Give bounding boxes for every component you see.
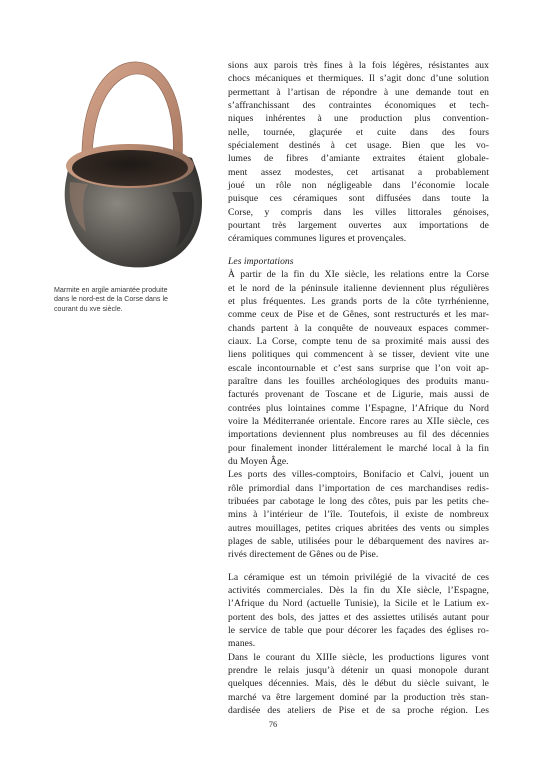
- text-line: l’Afrique du Nord (actuelle Tunisie), la Sicile et le Latium ex-: [228, 598, 489, 610]
- body-text: [228, 59, 489, 718]
- text-line: quelques décennies. Mais, dès le début du siècle suivant, le: [228, 678, 489, 690]
- text-line: permettant à l’artisan de répondre à une demande tout en: [228, 86, 489, 98]
- text-line: lumes de fibres d’amiante extraites étaient globale-: [228, 153, 489, 165]
- text-line: importations deviennent plus nombreuses au fil des décennies: [228, 429, 489, 441]
- text-line: prendre le relais jusqu’à détenir un quasi monopole durant: [228, 665, 489, 677]
- text-line: rôle primordial dans l’importation de ces marchandises redis-: [228, 482, 489, 494]
- text-line: joué un rôle non négligeable dans l’économie locale: [228, 180, 489, 192]
- text-line: nelle, tournée, glaçurée et cuite dans des fours: [228, 126, 489, 138]
- paragraph-3: [228, 468, 489, 561]
- text-line: plages de sable, utilisées pour le débarquement des navires ar-: [228, 536, 489, 548]
- paragraph-2: [228, 268, 489, 468]
- text-line: Dans le courant du XIIIe siècle, les productions ligures vont: [228, 651, 489, 663]
- text-line: activités commerciales. Dès la fin du XIe siècle, l’Espagne,: [228, 585, 489, 597]
- text-line: chands partent à la conquête de nouveaux espaces commer-: [228, 322, 489, 334]
- text-line: autres mouillages, petites criques abritées des vents ou simples: [228, 522, 489, 534]
- paragraph-gap: [228, 562, 489, 571]
- text-line: ciaux. La Corse, compte tenu de sa proximité mais aussi des: [228, 335, 489, 347]
- text-line: et plus fréquentes. Les grands ports de la côte tyrrhénienne,: [228, 295, 489, 307]
- text-line: mins à l’intérieur de l’île. Toutefois, il existe de nombreux: [228, 509, 489, 521]
- page-number: 76: [268, 719, 278, 729]
- text-line: chocs mécaniques et thermiques. Il s’agit donc d’une solution: [228, 73, 489, 85]
- paragraph-1: [228, 59, 489, 246]
- pot-image: [52, 52, 210, 280]
- caption-line: dans le nord-est de la Corse dans le: [54, 295, 168, 304]
- text-line: marché va être largement dominé par la production très stan-: [228, 691, 489, 703]
- text-line: facturés provenant de Toscane et de Ligurie, mais aussi de: [228, 389, 489, 401]
- caption-line: courant du xve siècle.: [54, 304, 123, 313]
- text-line: s’affranchissant des contraintes économiques et tech-: [228, 100, 489, 112]
- text-line: puisque ces céramiques sont diffusées dans toute la: [228, 193, 489, 205]
- text-line: du Moyen Âge.: [228, 455, 289, 467]
- text-line: sions aux parois très fines à la fois légères, résistantes aux: [228, 60, 489, 71]
- text-line: tribuées par cabotage le long des côtes, puis par les petits che-: [228, 496, 489, 507]
- text-line: niques inhérentes à une production plus convention-: [228, 113, 489, 125]
- text-line: le service de table que pour décorer les façades des églises ro-: [228, 625, 489, 637]
- text-line: À partir de la fin du XIe siècle, les relations entre la Corse: [228, 269, 489, 281]
- text-line: liens politiques qui commencent à se tisser, devient vite une: [228, 349, 489, 361]
- text-line: comme ceux de Pise et de Gênes, sont restructurés et les mar-: [228, 309, 489, 321]
- text-line: paraître dans les fouilles archéologiques des produits manu-: [228, 375, 489, 387]
- text-line: manes.: [228, 638, 256, 650]
- section-heading: Les importations: [228, 255, 294, 267]
- photo-caption: [54, 286, 214, 314]
- text-line: escale incontournable et c’est sans surprise que l’on voit ap-: [228, 362, 489, 374]
- text-line: portent des bols, des jattes et des assiettes utilisés autant pour: [228, 611, 489, 623]
- paragraph-5: [228, 651, 489, 718]
- text-line: voire la Méditerranée orientale. Encore rares au XIIe siècle, ces: [228, 415, 489, 427]
- cooking-pot-photo: [52, 52, 210, 280]
- text-line: La céramique est un témoin privilégié de la vivacité de ces: [228, 571, 489, 583]
- text-line: rivés directement de Gênes ou de Pise.: [228, 549, 379, 561]
- text-line: dardisée des ateliers de Pise et de sa proche région. Les: [228, 705, 489, 717]
- text-line: pourtant très largement ouvertes aux importations de: [228, 220, 489, 232]
- text-line: spécialement destinés à cet usage. Bien que les vo-: [228, 140, 489, 152]
- text-line: pour finalement inonder littéralement le marché local à la fin: [228, 442, 489, 454]
- caption-line: Marmite en argile amiantée produite: [54, 286, 168, 294]
- text-line: et le nord de la péninsule italienne deviennent plus régulières: [228, 282, 489, 294]
- paragraph-4: [228, 571, 489, 651]
- text-line: ment assez modestes, cet artisanat a probablement: [228, 166, 489, 178]
- text-line: Les ports des villes-comptoirs, Bonifacio et Calvi, jouent un: [228, 469, 489, 481]
- text-line: contrées plus lointaines comme l’Espagne, l’Afrique du Nord: [228, 402, 489, 414]
- text-line: céramiques communes ligures et provençales.: [228, 233, 407, 245]
- text-line: Corse, y compris dans les villes littorales génoises,: [228, 206, 489, 218]
